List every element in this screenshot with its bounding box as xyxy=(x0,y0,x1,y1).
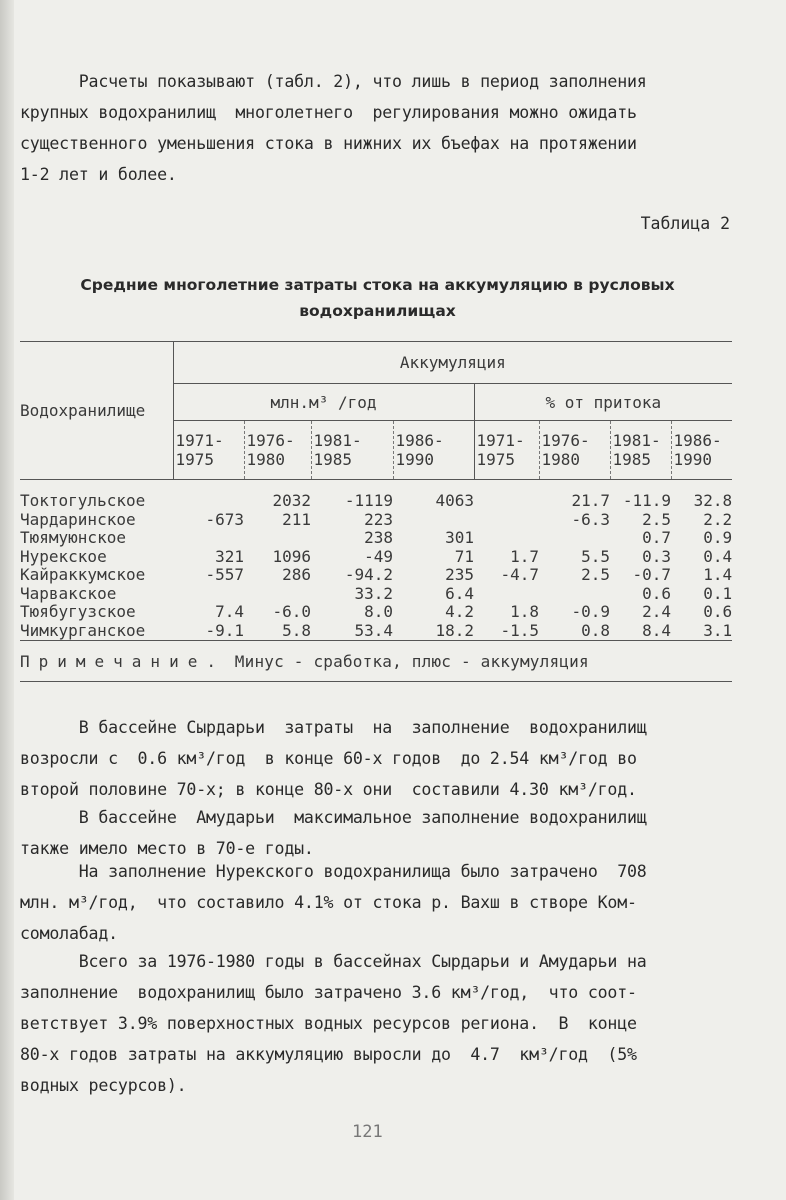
reservoir-name: Чимкурганское xyxy=(20,620,146,640)
text-line: В бассейне Амударьи максимальное заполнение водохранилищ xyxy=(20,808,647,827)
table-row xyxy=(20,622,732,641)
table-cell: -0.9 xyxy=(571,602,610,622)
table-cell: 18.2 xyxy=(435,620,474,640)
table-cell: 286 xyxy=(282,565,311,585)
intro-line: существенного уменьшения стока в нижних их бъефах на протяжении xyxy=(20,134,637,153)
header-reservoir: Водохранилище xyxy=(20,342,173,480)
intro-paragraph xyxy=(20,66,735,190)
table-cell: 6.4 xyxy=(445,583,474,603)
table-cell: 2032 xyxy=(272,491,311,511)
paragraph-syrdarya xyxy=(20,712,735,805)
table-cell xyxy=(474,585,539,604)
table-cell: 0.4 xyxy=(703,546,733,566)
table-row xyxy=(20,585,732,604)
table-cell: -11.9 xyxy=(622,491,671,511)
header-period: 1976- 1980 xyxy=(539,421,610,480)
table-cell: 71 xyxy=(454,546,474,566)
header-period: 1971- 1975 xyxy=(474,421,539,480)
table-cell: 223 xyxy=(364,509,393,529)
table-cell: 8.0 xyxy=(364,602,393,622)
table-cell: 4.2 xyxy=(445,602,474,622)
header-period: 1976- 1980 xyxy=(244,421,311,480)
table-title-line: водохранилищах xyxy=(299,302,456,320)
table-cell: -94.2 xyxy=(344,565,393,585)
intro-line: 1-2 лет и более. xyxy=(20,165,177,184)
table-title xyxy=(20,272,735,324)
table-cell: -49 xyxy=(364,546,393,566)
text-line: 80-х годов затраты на аккумуляцию выросли до 4.7 км³/год (5% xyxy=(20,1045,637,1064)
table-cell: 3.1 xyxy=(703,620,733,640)
table-cell: 2.2 xyxy=(703,509,733,529)
text-line: ветствует 3.9% поверхностных водных ресурсов региона. В конце xyxy=(20,1014,637,1033)
reservoir-name: Тюябугузское xyxy=(20,602,136,622)
text-line: сомолабад. xyxy=(20,924,118,943)
table-row xyxy=(20,603,732,622)
table-row xyxy=(20,548,732,567)
reservoir-name: Кайраккумское xyxy=(20,565,146,585)
table-cell: 1.4 xyxy=(703,565,733,585)
intro-line: крупных водохранилищ многолетнего регулирования можно ожидать xyxy=(20,103,637,122)
table-note xyxy=(20,641,732,682)
table-cell: 235 xyxy=(445,565,474,585)
table-cell: 21.7 xyxy=(571,491,610,511)
table-cell: 0.7 xyxy=(642,528,671,548)
header-unit-volume: млн.м³ /год xyxy=(173,384,474,421)
table-cell: 2.4 xyxy=(642,602,671,622)
table-cell xyxy=(474,529,539,548)
text-line: Всего за 1976-1980 годы в бассейнах Сырдарьи и Амударьи на xyxy=(20,952,647,971)
text-line: второй половине 70-х; в конце 80-х они составили 4.30 км³/год. xyxy=(20,780,637,799)
table-cell: 5.8 xyxy=(282,620,311,640)
table-cell xyxy=(474,492,539,511)
table-cell: 321 xyxy=(215,546,244,566)
table-cell: 0.1 xyxy=(703,583,733,603)
header-period: 1981- 1985 xyxy=(610,421,671,480)
table-cell xyxy=(539,529,610,548)
reservoir-name: Чардаринское xyxy=(20,509,136,529)
table-cell: -6.3 xyxy=(571,509,610,529)
table-cell: 2.5 xyxy=(581,565,610,585)
paragraph-total xyxy=(20,946,735,1101)
table-cell: -1.5 xyxy=(500,620,539,640)
text-line: также имело место в 70-е годы. xyxy=(20,839,314,858)
text-line: В бассейне Сырдарьи затраты на заполнение водохранилищ xyxy=(20,718,647,737)
page-edge-shadow xyxy=(0,0,14,1200)
text-line: водных ресурсов). xyxy=(20,1076,187,1095)
table-cell: 1.8 xyxy=(510,602,539,622)
table-cell: -9.1 xyxy=(205,620,244,640)
table-cell: 7.4 xyxy=(215,602,244,622)
table-cell: -6.0 xyxy=(272,602,311,622)
table-cell: 0.9 xyxy=(703,528,733,548)
table-cell: 1.7 xyxy=(510,546,539,566)
text-line: млн. м³/год, что составило 4.1% от стока р. Вахш в створе Ком- xyxy=(20,893,637,912)
header-period: 1986- 1990 xyxy=(393,421,474,480)
table-cell: 238 xyxy=(364,528,393,548)
table-cell xyxy=(173,492,244,511)
table-label: Таблица 2 xyxy=(640,214,730,233)
table-cell: -673 xyxy=(205,509,244,529)
page-number: 121 xyxy=(352,1122,383,1142)
header-period: 1986- 1990 xyxy=(671,421,732,480)
note-text: Минус - сработка, плюс - аккумуляция xyxy=(224,651,589,671)
accumulation-table xyxy=(20,341,732,682)
table-row xyxy=(20,492,732,511)
table-cell xyxy=(539,585,610,604)
table-cell: -1119 xyxy=(344,491,393,511)
table-cell xyxy=(393,511,474,530)
header-unit-percent: % от притока xyxy=(474,384,732,421)
paragraph-amudarya xyxy=(20,802,735,864)
text-line: возросли с 0.6 км³/год в конце 60-х годов до 2.54 км³/год во xyxy=(20,749,637,768)
table-cell: 2.5 xyxy=(642,509,671,529)
text-line: На заполнение Нурекского водохранилища было затрачено 708 xyxy=(20,862,647,881)
table-cell: 4063 xyxy=(435,491,474,511)
text-line: заполнение водохранилищ было затрачено 3.6 км³/год, что соот- xyxy=(20,983,637,1002)
reservoir-name: Чарвакское xyxy=(20,583,117,603)
table-cell xyxy=(173,529,244,548)
table-cell: 32.8 xyxy=(693,491,733,511)
note-label: Примечание. xyxy=(20,651,225,671)
table-cell: -4.7 xyxy=(500,565,539,585)
paragraph-nurek xyxy=(20,856,735,949)
table-cell: 33.2 xyxy=(354,583,393,603)
table-cell: -0.7 xyxy=(632,565,671,585)
table-cell: 0.3 xyxy=(642,546,671,566)
table-cell: 53.4 xyxy=(354,620,393,640)
table-cell xyxy=(173,585,244,604)
table-cell: 8.4 xyxy=(642,620,671,640)
table-row xyxy=(20,511,732,530)
intro-line: Расчеты показывают (табл. 2), что лишь в период заполнения xyxy=(20,72,647,91)
table-cell: 1096 xyxy=(272,546,311,566)
header-period: 1971- 1975 xyxy=(173,421,244,480)
table-cell xyxy=(244,585,311,604)
table-title-line: Средние многолетние затраты стока на аккумуляцию в русловых xyxy=(80,276,675,294)
reservoir-name: Токтогульское xyxy=(20,491,146,511)
table-row xyxy=(20,529,732,548)
table-row xyxy=(20,566,732,585)
table-cell: 211 xyxy=(282,509,311,529)
reservoir-name: Тюямуюнское xyxy=(20,528,126,548)
table-cell: -557 xyxy=(205,565,244,585)
table-cell xyxy=(474,511,539,530)
table-cell xyxy=(244,529,311,548)
header-period: 1981- 1985 xyxy=(311,421,393,480)
header-accumulation: Аккумуляция xyxy=(173,342,732,384)
reservoir-name: Нурекское xyxy=(20,546,107,566)
table-cell: 0.6 xyxy=(703,602,733,622)
table-cell: 5.5 xyxy=(581,546,610,566)
table-cell: 301 xyxy=(445,528,474,548)
table-cell: 0.8 xyxy=(581,620,610,640)
table-body xyxy=(20,492,732,641)
table-cell: 0.6 xyxy=(642,583,671,603)
